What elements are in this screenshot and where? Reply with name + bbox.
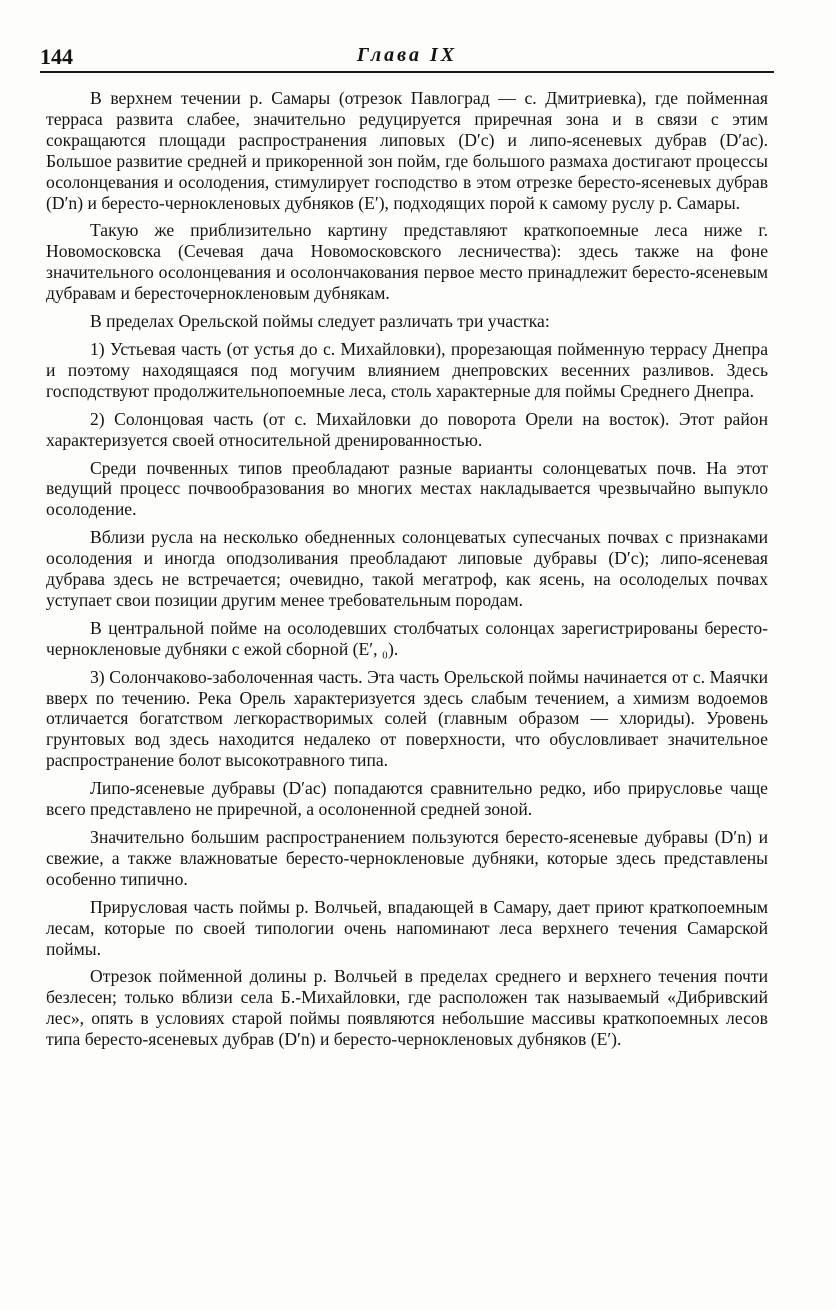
paragraph-volchya-valley: Отрезок пойменной долины р. Волчьей в пределах среднего и верхнего течения почти безлесен; только вблизи села Б.-Михайловки, где расположен так называемый «Дибривский лес», опять в условиях старой поймы появляются небольшие массивы краткопоемных лесов типа бересто-ясеневых дубрав (D′n) и бересто-черноклeновых дубняков (E′). [46,966,768,1050]
page-number: 144 [40,44,73,69]
paragraph-orel-part-1: 1) Устьевая часть (от устья до с. Михайловки), прорезающая пойменную террасу Днепра и поэтому находящаяся под могучим влиянием днепровских весенних разливов. Здесь господствуют продолжительнопоемные леса, столь характерные для поймы Среднего Днепра. [46,338,768,401]
paragraph-soil-types: Среди почвенных типов преобладают разные варианты солонцеватых почв. На этот ведущий процесс почвообразования во многих местах накладывается чрезвычайно выпукло осолодение. [46,457,768,520]
paragraph-novomoskovsk: Такую же приблизительно картину представляют краткопоемные леса ниже г. Новомосковска (Сечевая дача Новомосковского лесничества): здесь также на фоне значительного осолонцевания и осолончакования первое место принадлежит бересто-ясеневым дубравам и бересточерноклeновым дубнякам. [46,220,768,304]
running-head [40,44,774,72]
text-body [46,88,768,1057]
chapter-title: Глава IX [356,44,458,66]
paragraph-samara-upper: В верхнем течении р. Самары (отрезок Павлоград — с. Дмитриевка), где пойменная терраса развита слабее, значительно редуцируется приречная зона и в связи с этим сокращаются площади распространения липовых (D′c) и липо-ясеневых дубрав (D′ac). Большое развитие средней и прикоренной зон пойм, где большого размаха достигают процессы осолонцевания и осолодения, стимулирует господство в этом отрезке бересто-ясеневых дубрав (D′n) и бересто-черноклeновых дубняков (E′), подходящих порой к самому руслу р. Самары. [46,88,768,213]
paragraph-central-floodplain: В центральной пойме на осолодевших столбчатых солонцах зарегистрированы бересто-черноклeновые дубняки с ежой сборной (E′, ₀). [46,617,768,659]
paragraph-elm-ash-oak: Значительно большим распространением пользуются бересто-ясеневые дубравы (D′n) и свежие, а также влажноватые бересто-черноклeновые дубняки, которые здесь представлены особенно типично. [46,827,768,889]
paragraph-near-channel: Вблизи русла на несколько обедненных солонцеватых супесчаных почвах с признаками осолодения и иногда оподзоливания преобладают липовые дубравы (D′c); липо-ясеневая дубрава здесь не встречается; очевидно, такой мегатроф, как ясень, на осолоделых почвах уступает свои позиции другим менее требовательным породам. [46,527,768,610]
paragraph-volchya-channel: Прирусловая часть поймы р. Волчьей, впадающей в Самару, дает приют краткопоемным лесам, которые по своей типологии очень напоминают леса верхнего течения Самарской поймы. [46,896,768,959]
paragraph-orel-part-3: 3) Солончаково-заболоченная часть. Эта часть Орельской поймы начинается от с. Маячки вверх по течению. Река Орель характеризуется здесь слабым течением, а химизм водоемов отличается богатством легкорастворимых солей (главным образом — хлориды). Уровень грунтовых вод здесь находится недалеко от поверхности, что обусловливает значительное распространение болот высокотравного типа. [46,666,768,771]
paragraph-orel-part-2: 2) Солонцовая часть (от с. Михайловки до поворота Орели на восток). Этот район характеризуется своей относительной дренированностью. [46,408,768,450]
paragraph-orel-intro: В пределах Орельской поймы следует различать три участка: [90,311,550,332]
paragraph-lime-ash-oak: Липо-ясеневые дубравы (D′ac) попадаются сравнительно редко, ибо прирусловье чаще всего представлено не приречной, а осолоненной средней зоной. [46,778,768,820]
header-rule [40,71,774,73]
